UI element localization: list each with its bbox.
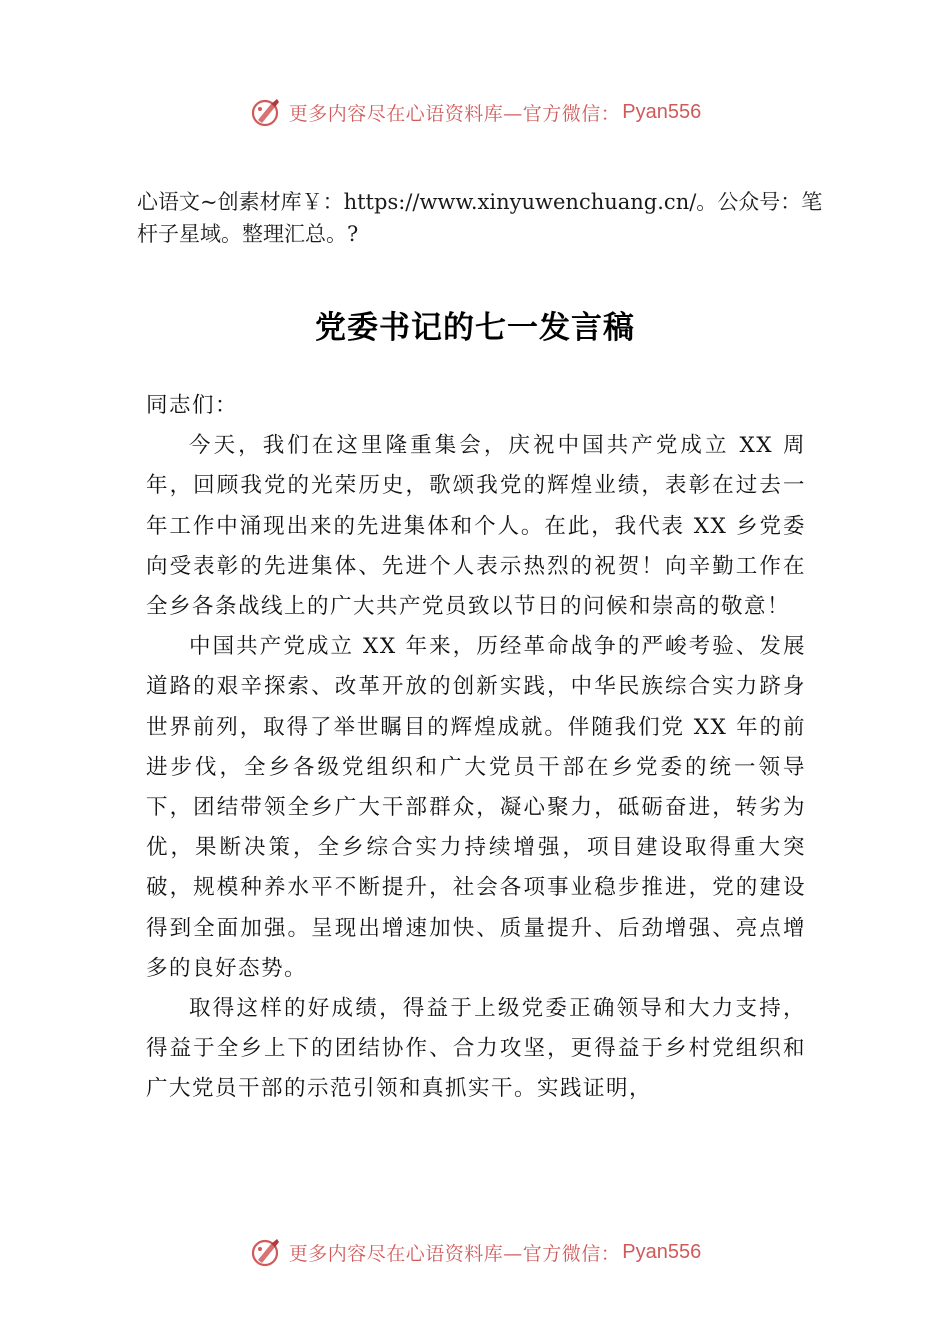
header-banner-text: 更多内容尽在心语资料库—官方微信： bbox=[288, 102, 621, 125]
paragraph: 今天，我们在这里隆重集会，庆祝中国共产党成立 XX 周年，回顾我党的光荣历史，歌颂我党的辉煌业绩，表彰在过去一年工作中涌现出来的先进集体和个人。在此，我代表 XX 乡党委向受表彰的先进集体、先进个人表示热烈的祝贺！向辛勤工作在全乡各条战线上的广大共产党员致以节日的问候和崇高的敬意！ bbox=[146, 433, 806, 620]
footer-wechat-id: Pyan556 bbox=[622, 1240, 702, 1263]
source-note: 心语文~创素材库￥：https://www.xinyuwenchuang.cn/。公众号：笔杆子星域。整理汇总。? bbox=[137, 190, 823, 246]
pen-logo-icon bbox=[249, 1235, 283, 1269]
paragraph: 取得这样的好成绩，得益于上级党委正确领导和大力支持，得益于全乡上下的团结协作、合力攻坚，更得益于乡村党组织和广大党员干部的示范引领和真抓实干。实践证明， bbox=[146, 996, 806, 1102]
document-title: 党委书记的七一发言稿 bbox=[315, 310, 635, 346]
header-wechat-id: Pyan556 bbox=[622, 100, 702, 123]
header-banner bbox=[0, 92, 950, 132]
document-body bbox=[146, 386, 806, 1110]
paragraph: 中国共产党成立 XX 年来，历经革命战争的严峻考验、发展道路的艰辛探索、改革开放的创新实践，中华民族综合实力跻身世界前列，取得了举世瞩目的辉煌成就。伴随我们党 XX 年的前进步伐，全乡各级党组织和广大党员干部在乡党委的统一领导下，团结带领全乡广大干部群众，凝心聚力，砥砺奋进，转劣为优，果断决策，全乡综合实力持续增强，项目建设取得重大突破，规模种养水平不断提升，社会各项事业稳步推进，党的建设得到全面加强。呈现出增速加快、质量提升、后劲增强、亮点增多的良好态势。 bbox=[146, 634, 806, 981]
pen-logo-icon bbox=[249, 95, 283, 129]
footer-banner-text: 更多内容尽在心语资料库—官方微信： bbox=[288, 1242, 621, 1265]
footer-banner bbox=[0, 1232, 950, 1272]
salutation: 同志们： bbox=[146, 393, 239, 418]
